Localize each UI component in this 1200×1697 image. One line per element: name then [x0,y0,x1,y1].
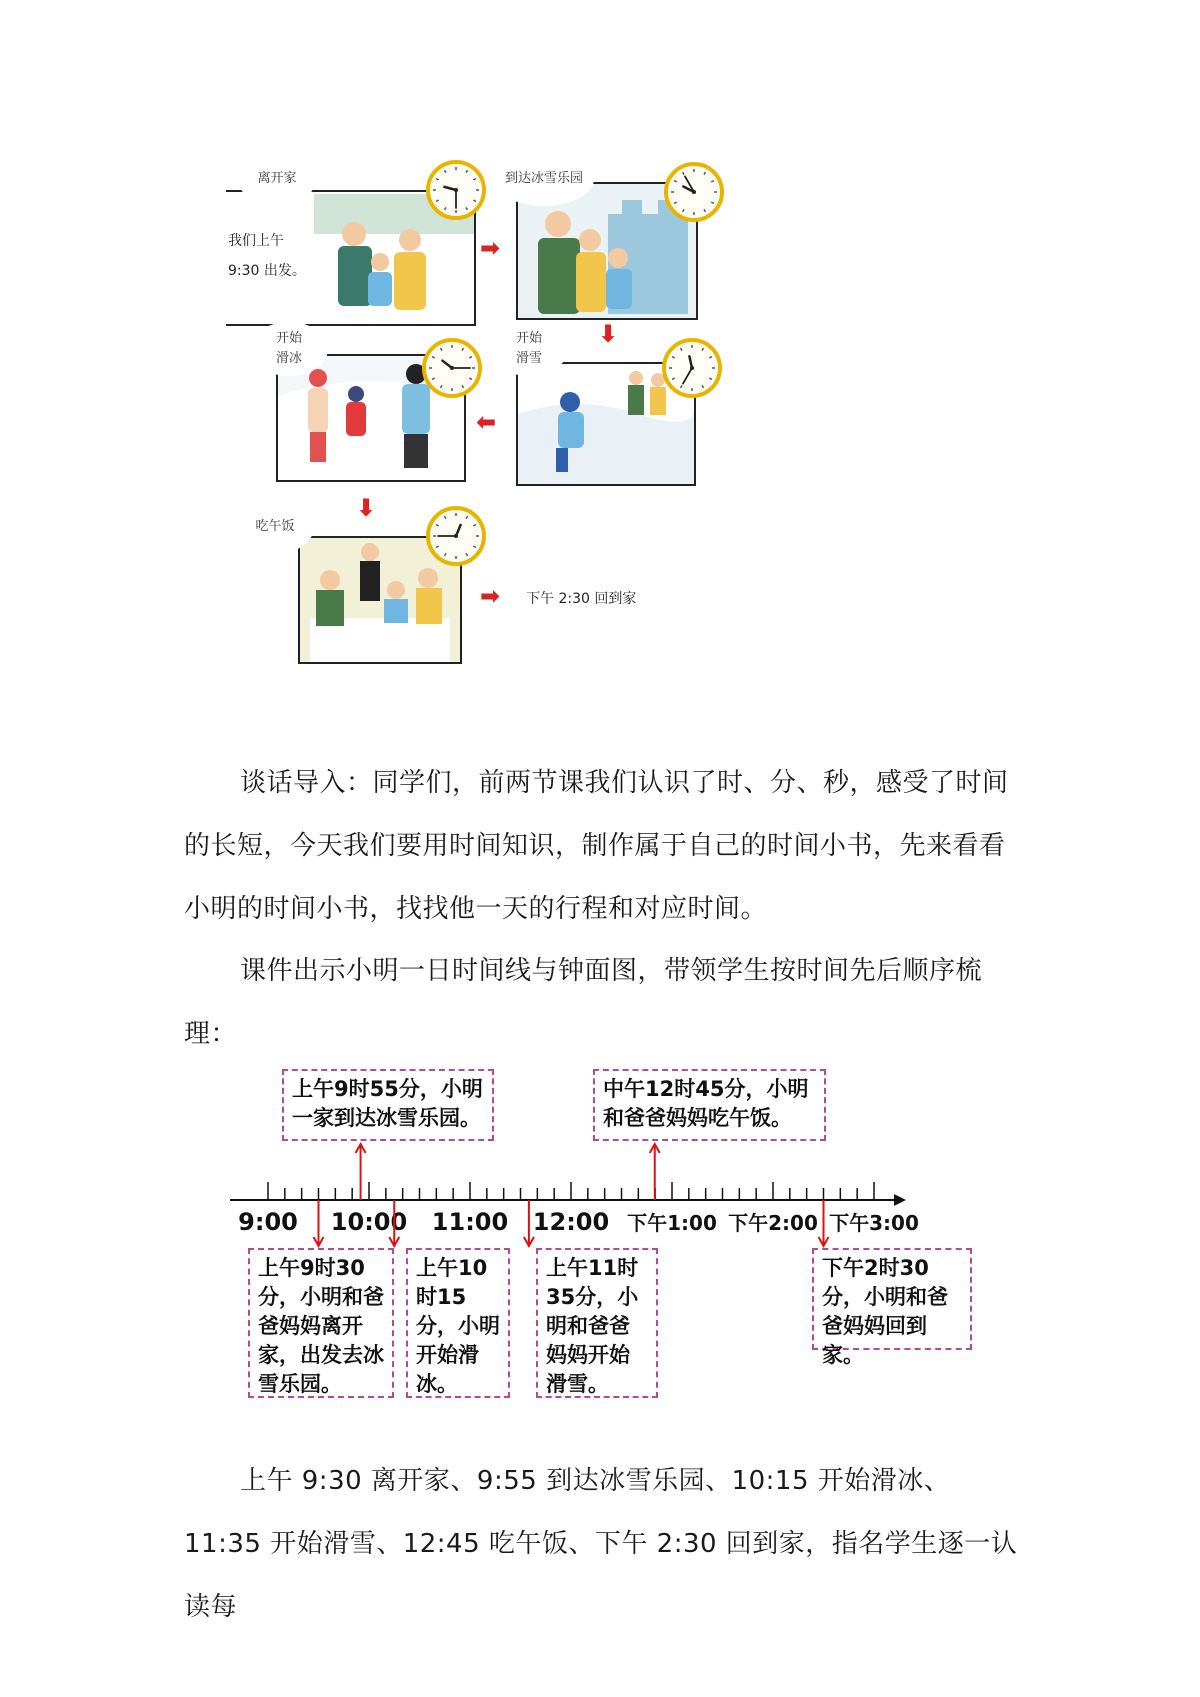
clock-tick [709,378,712,380]
event-box-arrive-park: 上午9时55分，小明一家到达冰雪乐园。 [282,1069,494,1141]
clock-tick [441,348,443,351]
hour-hand [689,356,692,368]
clock-tick [711,202,714,204]
note-line-2: 9:30 出发。 [228,263,306,279]
clock-tick [683,209,685,212]
arrow-right-icon: ➡ [480,582,501,610]
clock-tick [462,348,464,351]
panel-label-leave-home: 离开家 [238,152,316,206]
clock-tick [683,172,685,175]
hour-hand [442,361,452,368]
tick-label: 12:00 [532,1208,610,1236]
tick-label: 10:00 [330,1208,408,1236]
panel-label-start-skating: 开始 滑冰 [250,322,328,376]
leave-home-note [228,226,306,286]
clock-tick [466,553,468,556]
arrow-down-icon: ⬇ [356,494,377,522]
time-line-diagram [230,1060,1010,1420]
event-box-leave-home: 上午9时30分，小明和爸爸妈妈离开家，出发去冰雪乐园。 [248,1248,394,1398]
hour-hand [683,186,694,192]
arrow-left-icon: ⬅ [476,408,497,436]
event-box-return-home: 下午2时30分，小明和爸爸妈妈回到家。 [812,1248,972,1350]
clock-tick [466,207,468,210]
clock-icon-955 [664,162,724,222]
clock-tick [709,357,712,359]
event-box-start-skiing: 上午11时35分，小明和爸爸妈妈开始滑雪。 [536,1248,658,1398]
tick-label: 下午3:00 [829,1211,919,1235]
clock-tick [466,170,468,173]
clock-tick [674,181,677,183]
clock-tick [436,525,439,527]
clock-tick [704,209,706,212]
clock-tick [672,357,675,359]
clock-tick [674,202,677,204]
intro-paragraph: 谈话导入：同学们，前两节课我们认识了时、分、秒，感受了时间的长短，今天我们要用时间知识，制作属于自己的时间小书，先来看看小明的时间小书，找找他一天的行程和对应时间。 [184,768,1009,924]
event-box-lunch: 中午12时45分，小明和爸爸妈妈吃午饭。 [593,1069,826,1141]
summary-paragraph: 上午 9:30 离开家、9:55 到达冰雪乐园、10:15 开始滑冰、11:35 开始滑雪、12:45 吃午饭、下午 2:30 回到家，指名学生逐一认读每 [184,1466,1018,1622]
tick-label: 下午1:00 [627,1211,717,1235]
tick-label: 9:00 [238,1208,298,1236]
clock-icon-1135 [662,338,722,398]
clock-tick [681,385,683,388]
clock-tick [432,357,435,359]
note-line-1: 我们上午 [228,233,284,249]
clock-tick [466,516,468,519]
panel-label-start-skiing: 开始 滑雪 [490,322,568,376]
clock-tick [681,348,683,351]
clock-tick [702,348,704,351]
clock-tick [445,516,447,519]
clock-tick [441,385,443,388]
arrow-down-icon: ⬇ [598,320,619,348]
clock-tick [702,385,704,388]
clock-tick [436,200,439,202]
clock-tick [445,170,447,173]
clock-tick [445,553,447,556]
panel-label-lunch: 吃午饭 [236,500,314,554]
minute-hand [683,368,692,384]
clock-tick [473,179,476,181]
clock-tick [473,200,476,202]
clock-tick [436,546,439,548]
axis-arrowhead-icon [894,1194,906,1206]
clock-icon-1015 [422,338,482,398]
hour-hand [444,187,456,190]
final-caption: 下午 2:30 回到家 [526,591,637,607]
clock-tick [462,385,464,388]
clock-tick [473,546,476,548]
clock-tick [672,378,675,380]
clock-icon-930 [426,160,486,220]
tick-label: 下午2:00 [728,1211,818,1235]
clock-tick [704,172,706,175]
clock-tick [711,181,714,183]
clock-tick [445,207,447,210]
clock-tick [432,378,435,380]
hour-hand [456,525,461,536]
event-box-start-skating: 上午10时15分，小明开始滑冰。 [406,1248,510,1398]
tick-label: 11:00 [431,1208,509,1236]
clock-tick [469,357,472,359]
clock-tick [469,378,472,380]
storybook-illustration [226,152,806,730]
clock-tick [436,179,439,181]
courseware-paragraph: 课件出示小明一日时间线与钟面图，带领学生按时间先后顺序梳理： [184,956,983,1049]
panel-label-arrive-park: 到达冰雪乐园 [494,152,594,206]
clock-icon-1245 [426,506,486,566]
clock-tick [473,525,476,527]
arrow-right-icon: ➡ [480,234,501,262]
